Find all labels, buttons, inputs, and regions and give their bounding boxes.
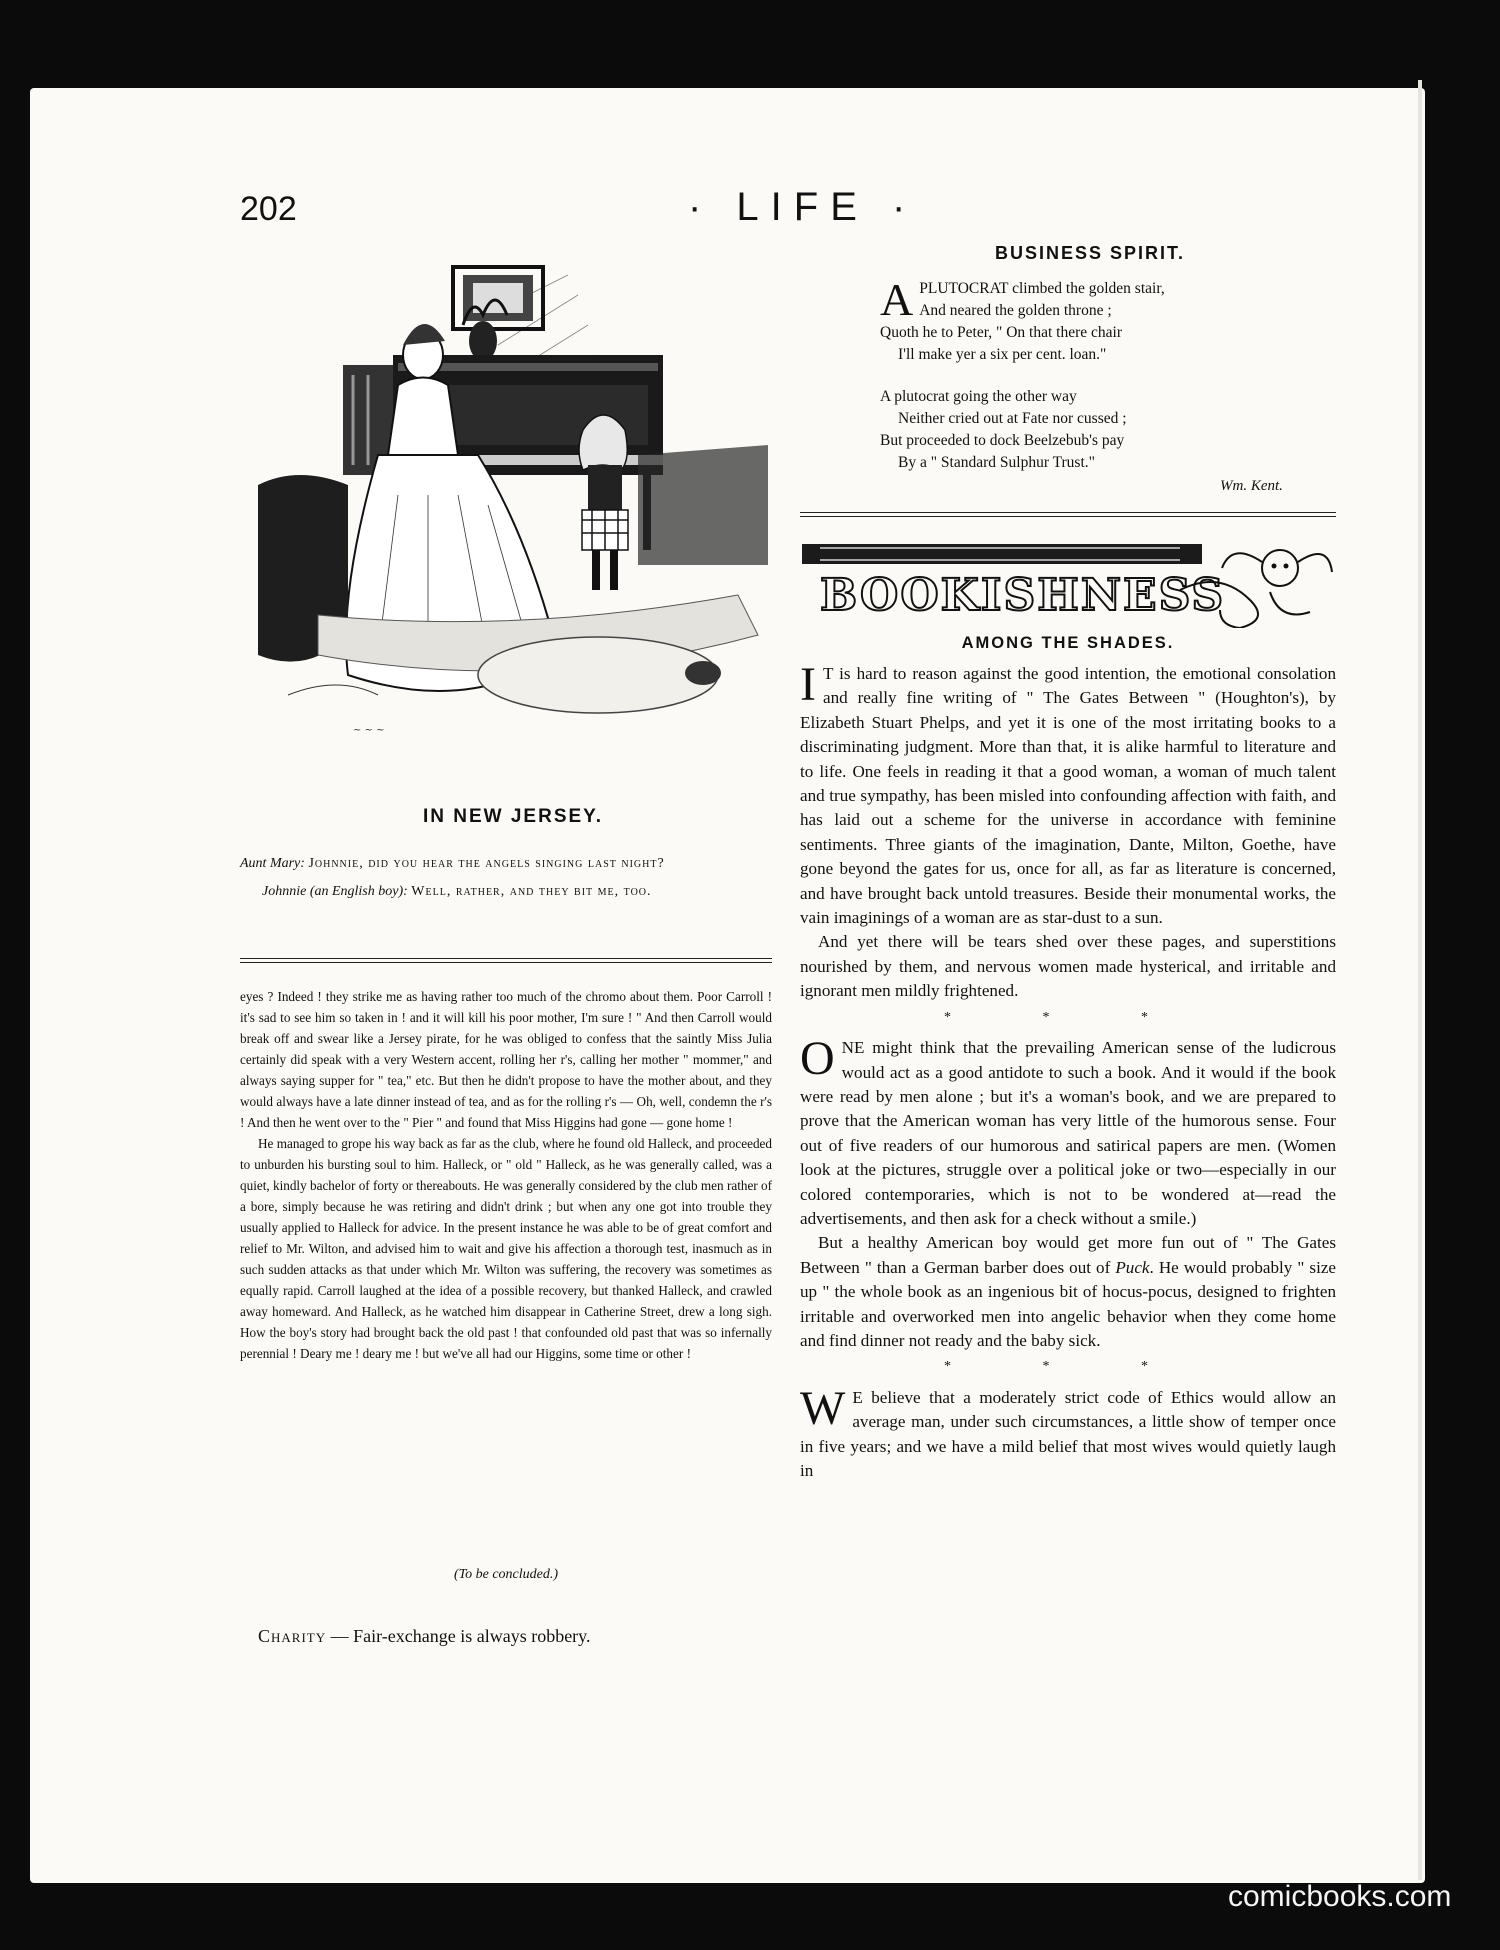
charity-label: Charity [258, 1626, 327, 1646]
bookishness-banner [800, 540, 1336, 628]
review-paragraph: ONE might think that the prevailing American sense of the ludicrous would act as a good antidote to such a book. And it would if the book were read by men alone ; but it's a woman's book, and we are prepared to prove that the American woman has very little of the humorous sense. Four out of five readers of our humorous and satirical papers are men. (Women look at the pictures, struggle over a political joke or two—especially in our colored contemporaries, which is not to be wondered at—read the advertisements, and then ask for a check without a smile.) [800, 1032, 1336, 1228]
drop-cap: W [800, 1381, 846, 1435]
review-paragraph: I T is hard to reason against the good intention, the emotional consolation and really fine writing of " The Gates Between " (Houghton's), by Elizabeth Stuart Phelps, and yet it is one of the most irritating books to a discriminating judgment. More than that, it is alike harmful to literature and to life. One feels in reading it that a good woman, a woman of much talent and true sympathy, has been misled into confounding affection with faith, and has laid out a scheme for the universe in accordance with feminine sentiments. Three giants of the imagination, Dante, Milton, Goethe, have gone beyond the gates for us, once for all, as far as literature is concerned, and have brought back untold treasures. Beside their monumental works, the vain imaginings of a woman are as star-dust to a sun. [800, 658, 1336, 928]
poem [880, 274, 1165, 474]
section-rule [240, 958, 772, 963]
poem-author: Wm. Kent. [1220, 478, 1283, 494]
book-review [800, 658, 1337, 1483]
cartoon-title: IN NEW JERSEY. [422, 806, 604, 827]
poem-line: Neither cried out at Fate nor cussed ; [898, 410, 1127, 427]
section-stars: * * * [944, 1359, 1192, 1375]
poem-line: Quoth he to Peter, " On that there chair [880, 324, 1123, 341]
next-page-edge [1418, 80, 1422, 1880]
drop-cap: O [800, 1032, 835, 1086]
poem-line: And neared the golden throne ; [919, 302, 1112, 319]
poem-line: A plutocrat going the other way [880, 388, 1077, 405]
dialogue-line-1 [240, 850, 772, 878]
svg-text:~ ~ ~: ~ ~ ~ [353, 725, 385, 736]
dialogue-line-2 [240, 878, 772, 906]
speaker-johnnie: Johnnie (an English boy): [262, 884, 408, 899]
bookishness-heading: BOOKISHNESS [820, 570, 1226, 621]
poem-line: PLUTOCRAT climbed the golden stair, [919, 280, 1165, 297]
masthead: · LIFE · [688, 185, 918, 229]
drop-cap: I [800, 658, 816, 711]
poem-line: I'll make yer a six per cent. loan." [898, 346, 1107, 363]
poem-line: But proceeded to dock Beelzebub's pay [880, 432, 1125, 449]
review-title: AMONG THE SHADES. [961, 634, 1175, 652]
poem-drop-cap: A [880, 274, 914, 325]
review-paragraph: W E believe that a moderately strict code of Ethics would allow an average man, under such circumstances, a little show of temper once in five years; and we have a mild belief that most wives would quietly laugh in [800, 1381, 1336, 1480]
serial-story [240, 986, 772, 1364]
site-watermark: comicbooks.com [1228, 1880, 1452, 1913]
aunt-mary-line: Johnnie, did you hear the angels singing last night? [308, 856, 665, 871]
cartoon-dialogue [240, 850, 772, 906]
page-number: 202 [240, 190, 297, 228]
story-paragraph: eyes ? Indeed ! they strike me as having rather too much of the chromo about them. Poor Carroll ! it's sad to see him so taken in ! and it will kill his poor mother, I'm sure ! " And then Carroll would break off and swear like a Jersey pirate, for he was obliged to confess that the saintly Miss Julia certainly did speak with a very Western accent, rolling her r's, calling her mother " mommer," and always saying supper for " tea," etc. But then he didn't propose to have the mother about, and they would always have a late dinner instead of tea, and as for the rolling r's — Oh, well, condemn the r's ! And then he went over to the " Pier " and found that Miss Higgins had gone — gone home ! [240, 989, 772, 1130]
charity-quip [258, 1626, 591, 1647]
poem-line: By a " Standard Sulphur Trust." [898, 454, 1095, 471]
story-paragraph: He managed to grope his way back as far as the club, where he found old Halleck, and proceeded to unburden his bursting soul to him. Halleck, or " old " Halleck, as he was generally called, was a quiet, kindly bachelor of forty or thereabouts. He was generally considered by the club men rather of a bore, simply because he was retiring and didn't drink ; but when any one got into trouble they usually applied to Halleck for advice. In the present instance he was able to be of great comfort and relief to Mr. Wilton, and advised him to wait and give his affection a thorough test, inasmuch as in such sudden attacks as that under which Mr. Wilton was suffering, the recovery was sometimes as equally rapid. Carroll laughed at the idea of a possible recovery, but thanked Halleck, and crawled away homeward. And Halleck, as he watched him disappear in Catherine Street, drew a long sigh. How the boy's story had brought back the old past ! that confounded old past that was so infernally perennial ! Deary me ! deary me ! but we've all had our Higgins, some time or other ! [240, 1136, 772, 1361]
to-be-concluded: (To be concluded.) [453, 1567, 559, 1582]
johnnie-line: Well, rather, and they bit me, too. [411, 884, 652, 899]
review-paragraph: And yet there will be tears shed over these pages, and superstitions nourished by them, and nervous women made hysterical, and irritable and ignorant men mildly frightened. [800, 932, 1336, 1001]
section-stars: * * * [944, 1009, 1192, 1025]
review-paragraph: But a healthy American boy would get more fun out of " The Gates Between " than a German barber does out of Puck. He would probably " size up " the whole book as an ingenious bit of hocus-pocus, designed to frighten irritable and overworked men into angelic behavior when they come home and find dinner not ready and the baby sick. [800, 1233, 1337, 1350]
poem-title: BUSINESS SPIRIT. [994, 243, 1186, 263]
cartoon-illustration [258, 255, 768, 755]
section-rule [800, 512, 1336, 517]
speaker-aunt-mary: Aunt Mary: [240, 856, 305, 871]
puck-title: Puck [1115, 1257, 1150, 1277]
charity-text: — Fair-exchange is always robbery. [330, 1626, 591, 1646]
